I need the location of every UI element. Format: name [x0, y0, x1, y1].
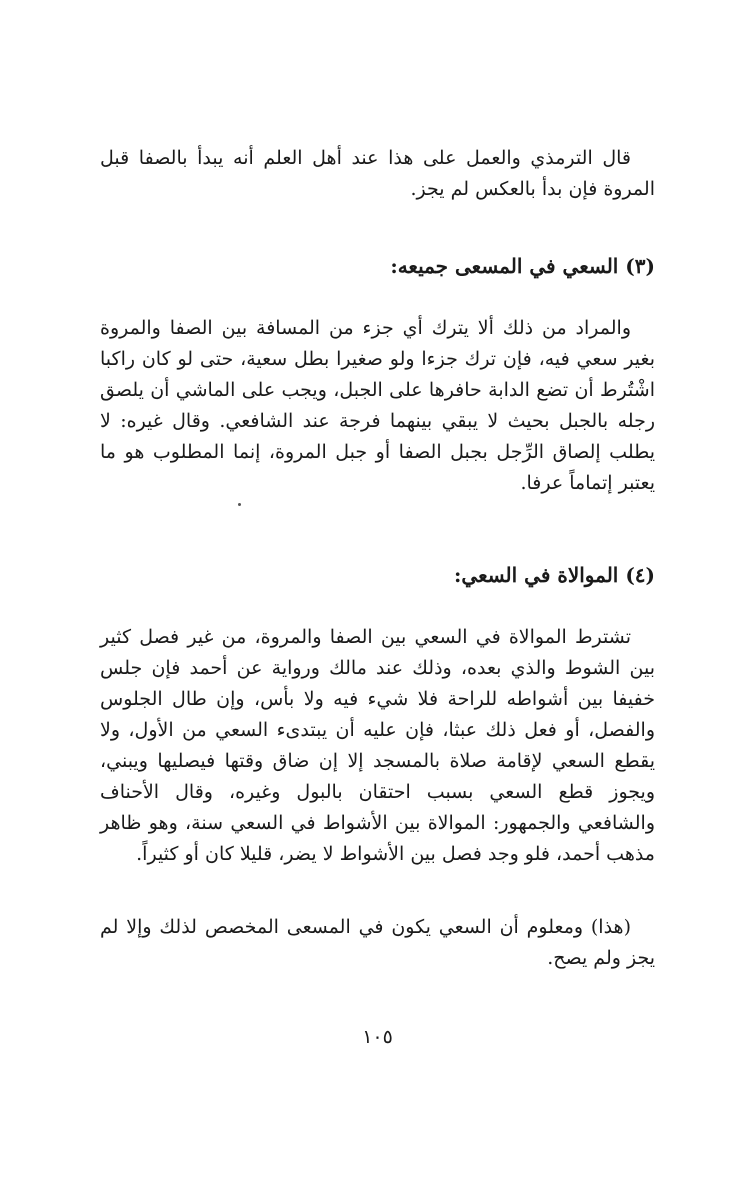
print-speck — [238, 503, 241, 506]
paragraph-tirmidhi: قال الترمذي والعمل على هذا عند أهل العلم أنه يبدأ بالصفا قبل المروة فإن بدأ بالعكس لم يجز. — [100, 147, 655, 200]
page-number: ١٠٥ — [362, 1026, 393, 1048]
paragraph-continuity: تشترط الموالاة في السعي بين الصفا والمروة، من غير فصل كثير بين الشوط والذي بعده، وذلك عند مالك ورواية عن أحمد فإن جلس خفيفا بين أشواطه للراحة فلا شيء فيه ولا بأس، وإن طال الجلوس والفصل، أو فعل ذلك عبثا، فإن عليه أن يبتدىء السعي من الأول، ولا يقطع السعي لإقامة صلاة بالمسجد إلا إن ضاق وقتها فيصليها ويبني، ويجوز قطع السعي بسبب احتقان بالبول وغيره، وقال الأحناف والشافعي والجمهور: الموالاة بين الأشواط في السعي سنة، وهو ظاهر مذهب أحمد، فلو وجد فصل بين الأشواط لا يضر، قليلا كان أو كثيراً. — [100, 626, 655, 865]
section-heading-4: (٤) الموالاة في السعي: — [454, 563, 655, 587]
paragraph-full-course: والمراد من ذلك ألا يترك أي جزء من المسافة بين الصفا والمروة بغير سعي فيه، فإن ترك جزءا ولو صغيرا بطل سعية، حتى لو كان راكبا اشْتُرط أن تضع الدابة حافرها على الجبل، ويجب على الماشي أن يلصق رجله بالجبل بحيث لا يبقي بينهما فرجة عند الشافعي. وقال غيره: لا يطلب إلصاق الرِّجل بجبل الصفا أو جبل المروة، إنما المطلوب هو ما يعتبر إتماماً عرفا. — [100, 317, 655, 494]
section-heading-3: (٣) السعي في المسعى جميعه: — [390, 254, 655, 278]
paragraph-designated-area: (هذا) ومعلوم أن السعي يكون في المسعى المخصص لذلك وإلا لم يجز ولم يصح. — [100, 916, 655, 969]
